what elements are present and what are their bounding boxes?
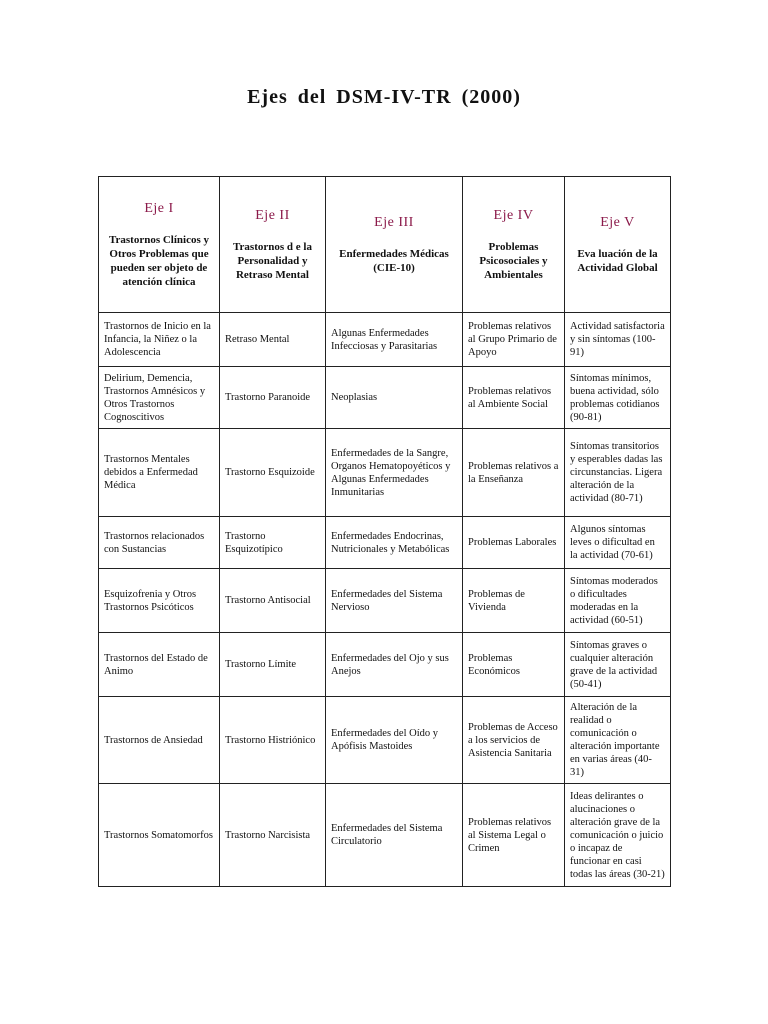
table-cell: Problemas de Vivienda [463, 569, 565, 633]
axis-header-2 [220, 177, 326, 313]
table-cell: Trastorno Esquizoide [220, 429, 326, 517]
table-cell: Trastorno Antisocial [220, 569, 326, 633]
table-cell: Trastornos Mentales debidos a Enfermedad Médica [99, 429, 220, 517]
table-cell: Problemas relativos al Sistema Legal o Crimen [463, 784, 565, 887]
table-cell: Síntomas mínimos, buena actividad, sólo problemas cotidianos (90-81) [565, 367, 671, 429]
table-cell: Síntomas transitorios y esperables dadas las circunstancias. Ligera alteración de la actividad (80-71) [565, 429, 671, 517]
page-title: Ejes del DSM-IV-TR (2000) [247, 86, 521, 108]
table-cell: Problemas de Acceso a los servicios de Asistencia Sanitaria [463, 697, 565, 784]
table-row [99, 517, 671, 569]
axis-name: Eje I [144, 200, 174, 216]
axis-description: Enfermedades Médicas (CIE-10) [339, 247, 449, 274]
table-cell: Algunas Enfermedades Infecciosas y Parasitarias [326, 313, 463, 367]
axis-name: Eje III [374, 214, 414, 230]
axis-header-4 [463, 177, 565, 313]
table-cell: Problemas Laborales [463, 517, 565, 569]
axis-name: Eje V [600, 214, 635, 230]
dsm-axes-table [98, 176, 671, 887]
table-cell: Trastornos de Ansiedad [99, 697, 220, 784]
axis-description: Problemas Psicosociales y Ambientales [479, 240, 548, 281]
table-cell: Problemas relativos al Ambiente Social [463, 367, 565, 429]
table-cell: Enfermedades de la Sangre, Organos Hematopoyéticos y Algunas Enfermedades Inmunitarias [326, 429, 463, 517]
table-cell: Enfermedades del Sistema Nervioso [326, 569, 463, 633]
table-cell: Problemas relativos al Grupo Primario de Apoyo [463, 313, 565, 367]
table-row [99, 569, 671, 633]
table-cell: Ideas delirantes o alucinaciones o alteración grave de la comunicación o juicio o incapaz de funcionar en casi todas las áreas (30-21) [565, 784, 671, 887]
axis-description: Trastornos Clínicos y Otros Problemas que pueden ser objeto de atención clínica [108, 233, 210, 288]
axis-name: Eje IV [493, 207, 534, 223]
axis-header-3 [326, 177, 463, 313]
table-cell: Actividad satisfactoria y sin síntomas (100-91) [565, 313, 671, 367]
axis-header-1 [99, 177, 220, 313]
table-cell: Trastornos del Estado de Animo [99, 633, 220, 697]
table-cell: Trastorno Histriónico [220, 697, 326, 784]
table-row [99, 784, 671, 887]
table-cell: Alteración de la realidad o comunicación o alteración importante en varias áreas (40-31) [565, 697, 671, 784]
table-cell: Enfermedades del Sistema Circulatorio [326, 784, 463, 887]
header-row [99, 177, 671, 313]
table-row [99, 697, 671, 784]
axis-name: Eje II [255, 207, 290, 223]
table-cell: Delirium, Demencia, Trastornos Amnésicos y Otros Trastornos Cognoscitivos [99, 367, 220, 429]
table-cell: Problemas Económicos [463, 633, 565, 697]
table-cell: Síntomas graves o cualquier alteración grave de la actividad (50-41) [565, 633, 671, 697]
table-row [99, 429, 671, 517]
table-cell: Retraso Mental [220, 313, 326, 367]
table-cell: Síntomas moderados o dificultades moderadas en la actividad (60-51) [565, 569, 671, 633]
table-row [99, 313, 671, 367]
axis-description: Eva luación de la Actividad Global [577, 247, 658, 274]
axis-description: Trastornos d e la Personalidad y Retraso Mental [233, 240, 312, 281]
table-cell: Neoplasias [326, 367, 463, 429]
table-row [99, 633, 671, 697]
table-cell: Trastornos relacionados con Sustancias [99, 517, 220, 569]
table-cell: Trastorno Narcisista [220, 784, 326, 887]
table-cell: Enfermedades Endocrinas, Nutricionales y Metabólicas [326, 517, 463, 569]
table-cell: Trastorno Límite [220, 633, 326, 697]
table-cell: Trastornos Somatomorfos [99, 784, 220, 887]
table-row [99, 367, 671, 429]
table-cell: Trastorno Paranoide [220, 367, 326, 429]
table-cell: Trastorno Esquizotípico [220, 517, 326, 569]
table-cell: Problemas relativos a la Enseñanza [463, 429, 565, 517]
table-cell: Enfermedades del Oído y Apófisis Mastoides [326, 697, 463, 784]
table-cell: Enfermedades del Ojo y sus Anejos [326, 633, 463, 697]
axis-header-5 [565, 177, 671, 313]
table-cell: Trastornos de Inicio en la Infancia, la Niñez o la Adolescencia [99, 313, 220, 367]
table-cell: Esquizofrenia y Otros Trastornos Psicóticos [99, 569, 220, 633]
table-cell: Algunos síntomas leves o dificultad en la actividad (70-61) [565, 517, 671, 569]
